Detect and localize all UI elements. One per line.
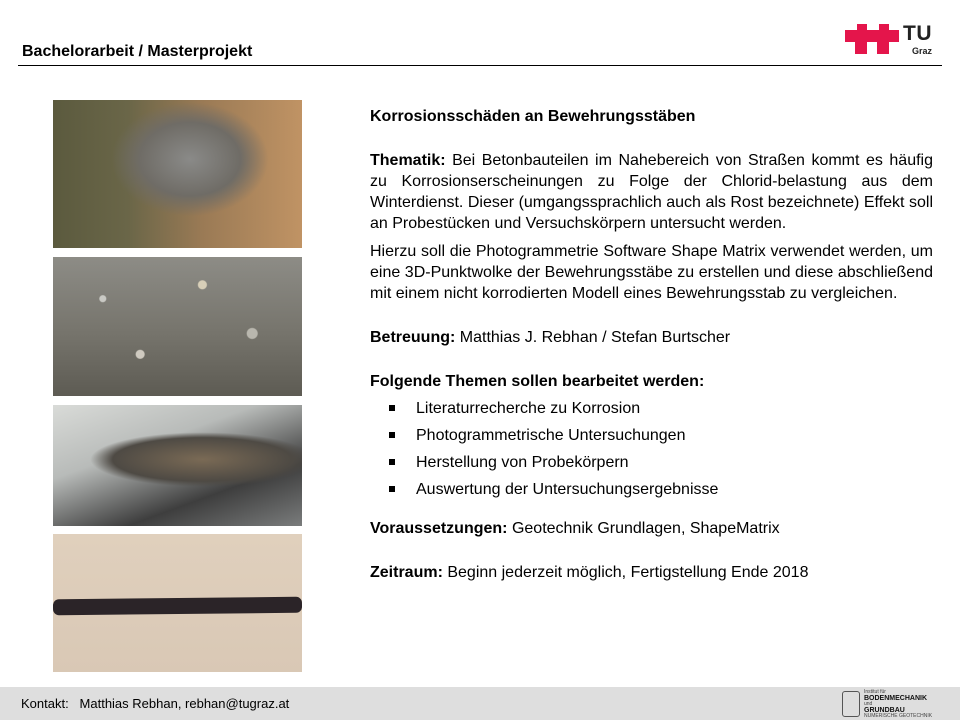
photo-corroded-sample-3 [53, 405, 302, 526]
topic-title: Korrosionsschäden an Bewehrungsstäben [370, 108, 696, 125]
list-item: Literaturrecherche zu Korrosion [370, 398, 933, 425]
bullet-icon [389, 432, 395, 438]
themen-list [370, 398, 933, 506]
betreuung-text: Matthias J. Rebhan / Stefan Burtscher [455, 329, 731, 346]
photo-rebar [53, 534, 302, 672]
logo-text-tu: TU [903, 22, 932, 45]
voraussetzungen-text: Geotechnik Grundlagen, ShapeMatrix [507, 520, 780, 537]
bullet-icon [389, 459, 395, 465]
bullet-icon [389, 486, 395, 492]
institute-logo: Institut für BODENMECHANIK und GRUNDBAU NUMERISCHE GEOTECHNIK [842, 689, 960, 719]
voraussetzungen-label: Voraussetzungen: [370, 520, 508, 537]
institute-emblem-icon [842, 691, 860, 717]
zeitraum-line [370, 562, 933, 583]
list-item: Photogrammetrische Untersuchungen [370, 425, 933, 452]
photo-corroded-sample-2 [53, 257, 302, 396]
logo-text-graz: Graz [912, 46, 933, 56]
header-divider [18, 65, 942, 66]
list-item: Auswertung der Untersuchungsergebnisse [370, 479, 933, 506]
thematik-paragraph [370, 150, 933, 234]
zeitraum-label: Zeitraum: [370, 564, 443, 581]
contact-info: Kontakt: Matthias Rebhan, rebhan@tugraz.at [21, 696, 290, 711]
page-title: Bachelorarbeit / Masterprojekt [22, 43, 253, 60]
bullet-icon [389, 405, 395, 411]
photo-corroded-sample-1 [53, 100, 302, 248]
content-block [370, 106, 933, 583]
betreuung-label: Betreuung: [370, 329, 456, 346]
tu-graz-logo [845, 20, 945, 60]
method-paragraph: Hierzu soll die Photogrammetrie Software Shape Matrix verwendet werden, um eine 3D-Punktwolke der Bewehrungsstäbe zu erstellen und diese abschließend mit einem nicht korrodierten Modell eines Bewehrungsstab zu vergleichen. [370, 243, 933, 302]
themen-heading: Folgende Themen sollen bearbeitet werden: [370, 373, 705, 390]
betreuung-line [370, 327, 933, 348]
voraussetzungen-line [370, 518, 933, 539]
list-item: Herstellung von Probekörpern [370, 452, 933, 479]
zeitraum-text: Beginn jederzeit möglich, Fertigstellung Ende 2018 [442, 564, 809, 581]
thematik-label: Thematik: [370, 152, 446, 169]
footer-bar [0, 687, 960, 720]
thematik-text: Bei Betonbauteilen im Nahebereich von Straßen kommt es häufig zu Korrosionserscheinungen zu Folge der Chlorid-belastung aus dem Winterdienst. Dieser (umgangssprachlich auch als Rost bezeichnete) Effekt soll an Probestücken und Versuchskörpern untersucht werden. [370, 152, 933, 232]
